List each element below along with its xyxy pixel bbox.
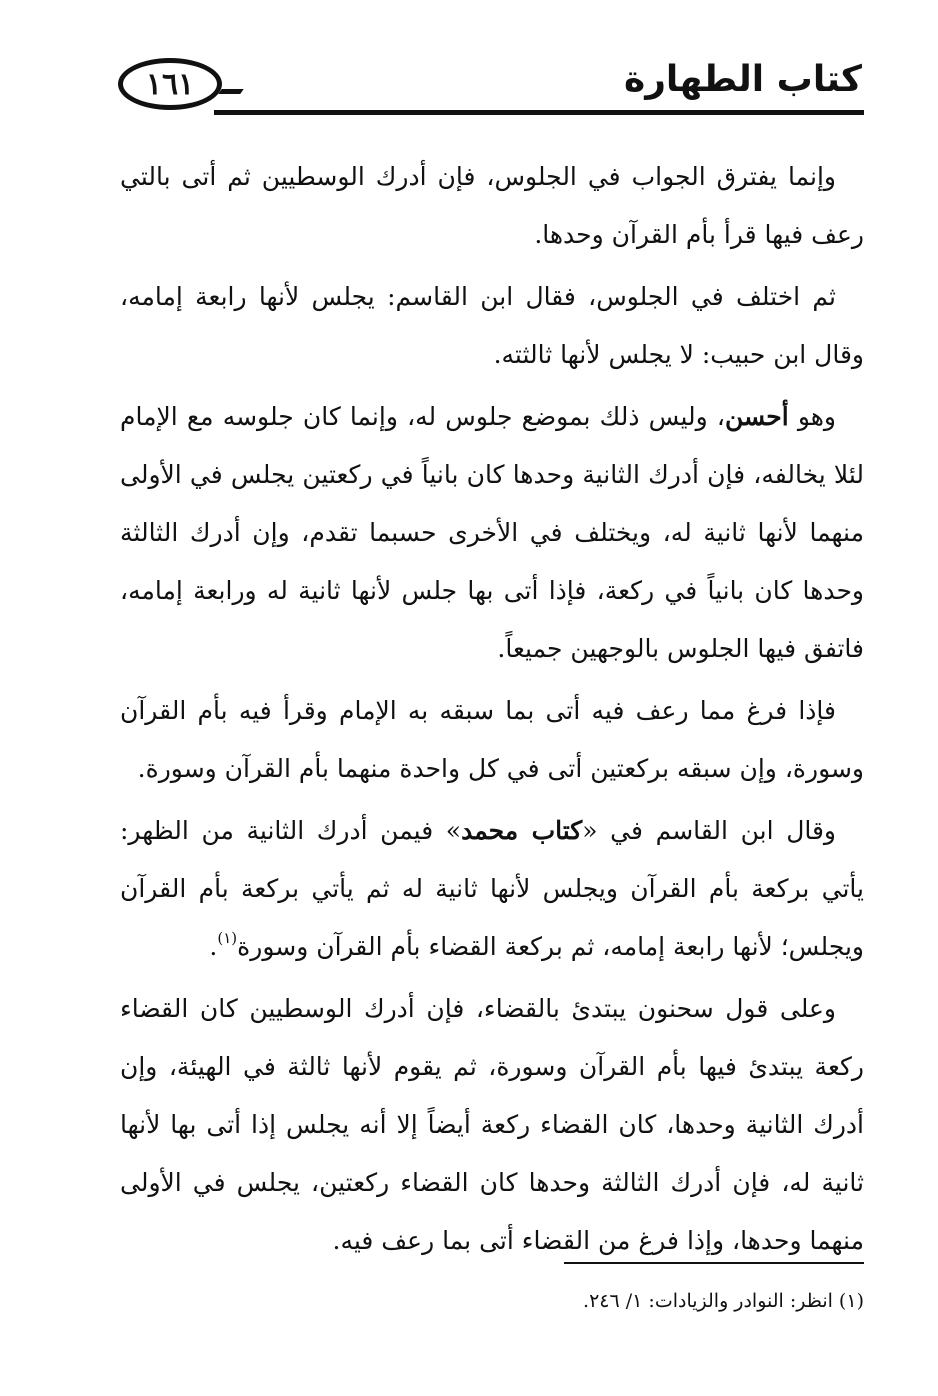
main-text bbox=[120, 148, 864, 1274]
page-header bbox=[118, 52, 864, 124]
cited-book-title: كتاب محمد bbox=[461, 816, 583, 845]
emphasized-word: أحسن bbox=[724, 402, 789, 431]
footnote-reference[interactable]: (١) bbox=[217, 929, 238, 947]
paragraph-5-start: وقال ابن القاسم في « bbox=[582, 816, 836, 845]
paragraph-2: ثم اختلف في الجلوس، فقال ابن القاسم: يجلس لأنها رابعة إمامه، وقال ابن حبيب: لا يجلس لأنها ثالثته. bbox=[120, 282, 864, 369]
book-title: كتاب الطهارة bbox=[623, 59, 862, 100]
paragraph-5 bbox=[120, 802, 864, 976]
paragraph-6: وعلى قول سحنون يبتدئ بالقضاء، فإن أدرك الوسطيين كان القضاء ركعة يبتدئ فيها بأم القرآن وسورة، ثم يقوم لأنها ثالثة في الهيئة، وإن أدرك الثانية وحدها، كان القضاء ركعة أيضاً إلا أنه يجلس إذا أتى بها لأنها ثانية له، فإن أدرك الثالثة وحدها كان القضاء ركعتين، يجلس في الأولى منهما وحدها، وإذا فرغ من القضاء أتى بما رعف فيه. bbox=[120, 994, 864, 1255]
footnote-separator bbox=[564, 1262, 864, 1264]
footnote-1: (١) انظر: النوادر والزيادات: ١/ ٢٤٦. bbox=[583, 1290, 864, 1312]
paragraph-5-end: . bbox=[209, 932, 218, 961]
paragraph-3 bbox=[120, 388, 864, 678]
header-rule bbox=[214, 110, 864, 115]
paragraph-4: فإذا فرغ مما رعف فيه أتى بما سبقه به الإمام وقرأ فيه بأم القرآن وسورة، وإن سبقه بركعتين أتى في كل واحدة منهما بأم القرآن وسورة. bbox=[120, 696, 864, 783]
page-number: ١٦١ bbox=[118, 58, 222, 110]
paragraph-1: وإنما يفترق الجواب في الجلوس، فإن أدرك الوسطيين ثم أتى بالتي رعف فيها قرأ بأم القرآن وحدها. bbox=[120, 162, 864, 249]
paragraph-3-start: وهو bbox=[788, 402, 836, 431]
paragraph-5-rest: » فيمن أدرك الثانية من الظهر: يأتي بركعة بأم القرآن ويجلس لأنها ثانية له ثم يأتي بركعة بأم القرآن ويجلس؛ لأنها رابعة إمامه، ثم بركعة القضاء بأم القرآن وسورة bbox=[120, 816, 864, 961]
paragraph-3-rest: ، وليس ذلك بموضع جلوس له، وإنما كان جلوسه مع الإمام لئلا يخالفه، فإن أدرك الثانية وحدها كان بانياً في ركعتين يجلس في الأولى منهما لأنها ثانية له، ويختلف في الأخرى حسبما تقدم، وإن أدرك الثالثة وحدها كان بانياً في ركعة، فإذا أتى بها جلس لأنها ثانية له ورابعة إمامه، فاتفق فيها الجلوس بالوجهين جميعاً. bbox=[120, 402, 864, 663]
